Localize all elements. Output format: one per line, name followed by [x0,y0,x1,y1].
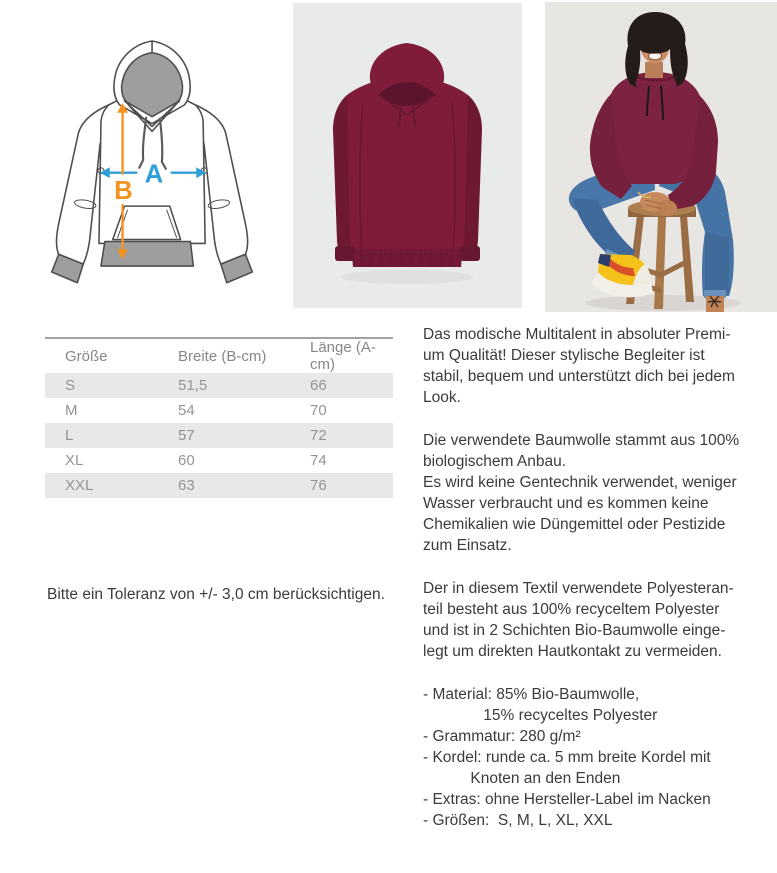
description-line: 15% recyceltes Polyester [423,707,658,724]
size-chart-cell-size: L [65,427,74,444]
tolerance-note: Bitte ein Toleranz von +/- 3,0 cm berücksichtigen. [47,586,385,603]
hoodie-hem-band [101,241,193,266]
description-line: Chemikalien wie Düngemittel oder Pestizide [423,516,726,533]
description-paragraph [423,684,775,831]
size-chart-cell-size: XL [65,452,84,469]
model-head [625,12,688,88]
column-header-length: Länge (A-cm) [310,339,376,373]
size-chart-cell-breite: 51,5 [178,377,208,394]
description-paragraph [423,430,775,556]
size-chart-cell-size: S [65,377,76,394]
size-chart-cell-laenge: 72 [310,427,327,444]
description-line: Die verwendete Baumwolle stammt aus 100% [423,432,740,449]
size-chart-row [45,423,393,448]
description-line: stabil, bequem und unterstützt dich bei jedem [423,368,735,385]
description-line: - Material: 85% Bio-Baumwolle, [423,686,640,703]
size-chart-table [45,337,393,498]
description-line: Knoten an den Enden [423,770,621,787]
column-header-width: Breite (B-cm) [178,347,267,365]
length-label: B [114,177,133,206]
description-paragraph [423,578,775,662]
size-chart-cell-laenge: 76 [310,477,327,494]
size-chart-cell-size: XXL [65,477,94,494]
description-line: teil besteht aus 100% recyceltem Polyester [423,601,720,618]
description-line: - Grammatur: 280 g/m² [423,728,581,745]
description-line: Look. [423,389,461,406]
width-label: A [144,160,164,189]
size-chart-cell-laenge: 66 [310,377,327,394]
model-photo [545,2,777,312]
size-chart-cell-breite: 63 [178,477,195,494]
size-chart-cell-breite: 57 [178,427,195,444]
size-chart-row [45,398,393,423]
description-paragraph [423,324,775,408]
description-line: Das modische Multitalent in absoluter Premi- [423,326,731,343]
size-chart-cell-size: M [65,402,78,419]
size-diagram-image [40,5,270,305]
size-chart-cell-breite: 60 [178,452,195,469]
size-chart-row [45,373,393,398]
description-line: biologischem Anbau. [423,453,567,470]
description-line: - Größen: S, M, L, XL, XXL [423,812,613,829]
description-line: Es wird keine Gentechnik verwendet, weniger [423,474,737,491]
size-chart-row [45,448,393,473]
column-header-size: Größe [65,347,108,365]
size-chart-cell-breite: 54 [178,402,195,419]
size-chart-row [45,473,393,498]
description-line: - Extras: ohne Hersteller-Label im Nacken [423,791,711,808]
description-line: um Qualität! Dieser stylische Begleiter ist [423,347,705,364]
size-chart-header-row [45,338,393,373]
description-line: Der in diesem Textil verwendete Polyesteran- [423,580,734,597]
size-chart-cell-laenge: 74 [310,452,327,469]
size-chart-cell-laenge: 70 [310,402,327,419]
description-line: zum Einsatz. [423,537,512,554]
description-line: Wasser verbraucht und es kommen keine [423,495,709,512]
description-line: - Kordel: runde ca. 5 mm breite Kordel mit [423,749,711,766]
description-line: und ist in 2 Schichten Bio-Baumwolle einge- [423,622,726,639]
description-line: legt um direkten Hautkontakt zu vermeiden. [423,643,722,660]
product-description [423,324,775,853]
product-photo [293,3,522,308]
